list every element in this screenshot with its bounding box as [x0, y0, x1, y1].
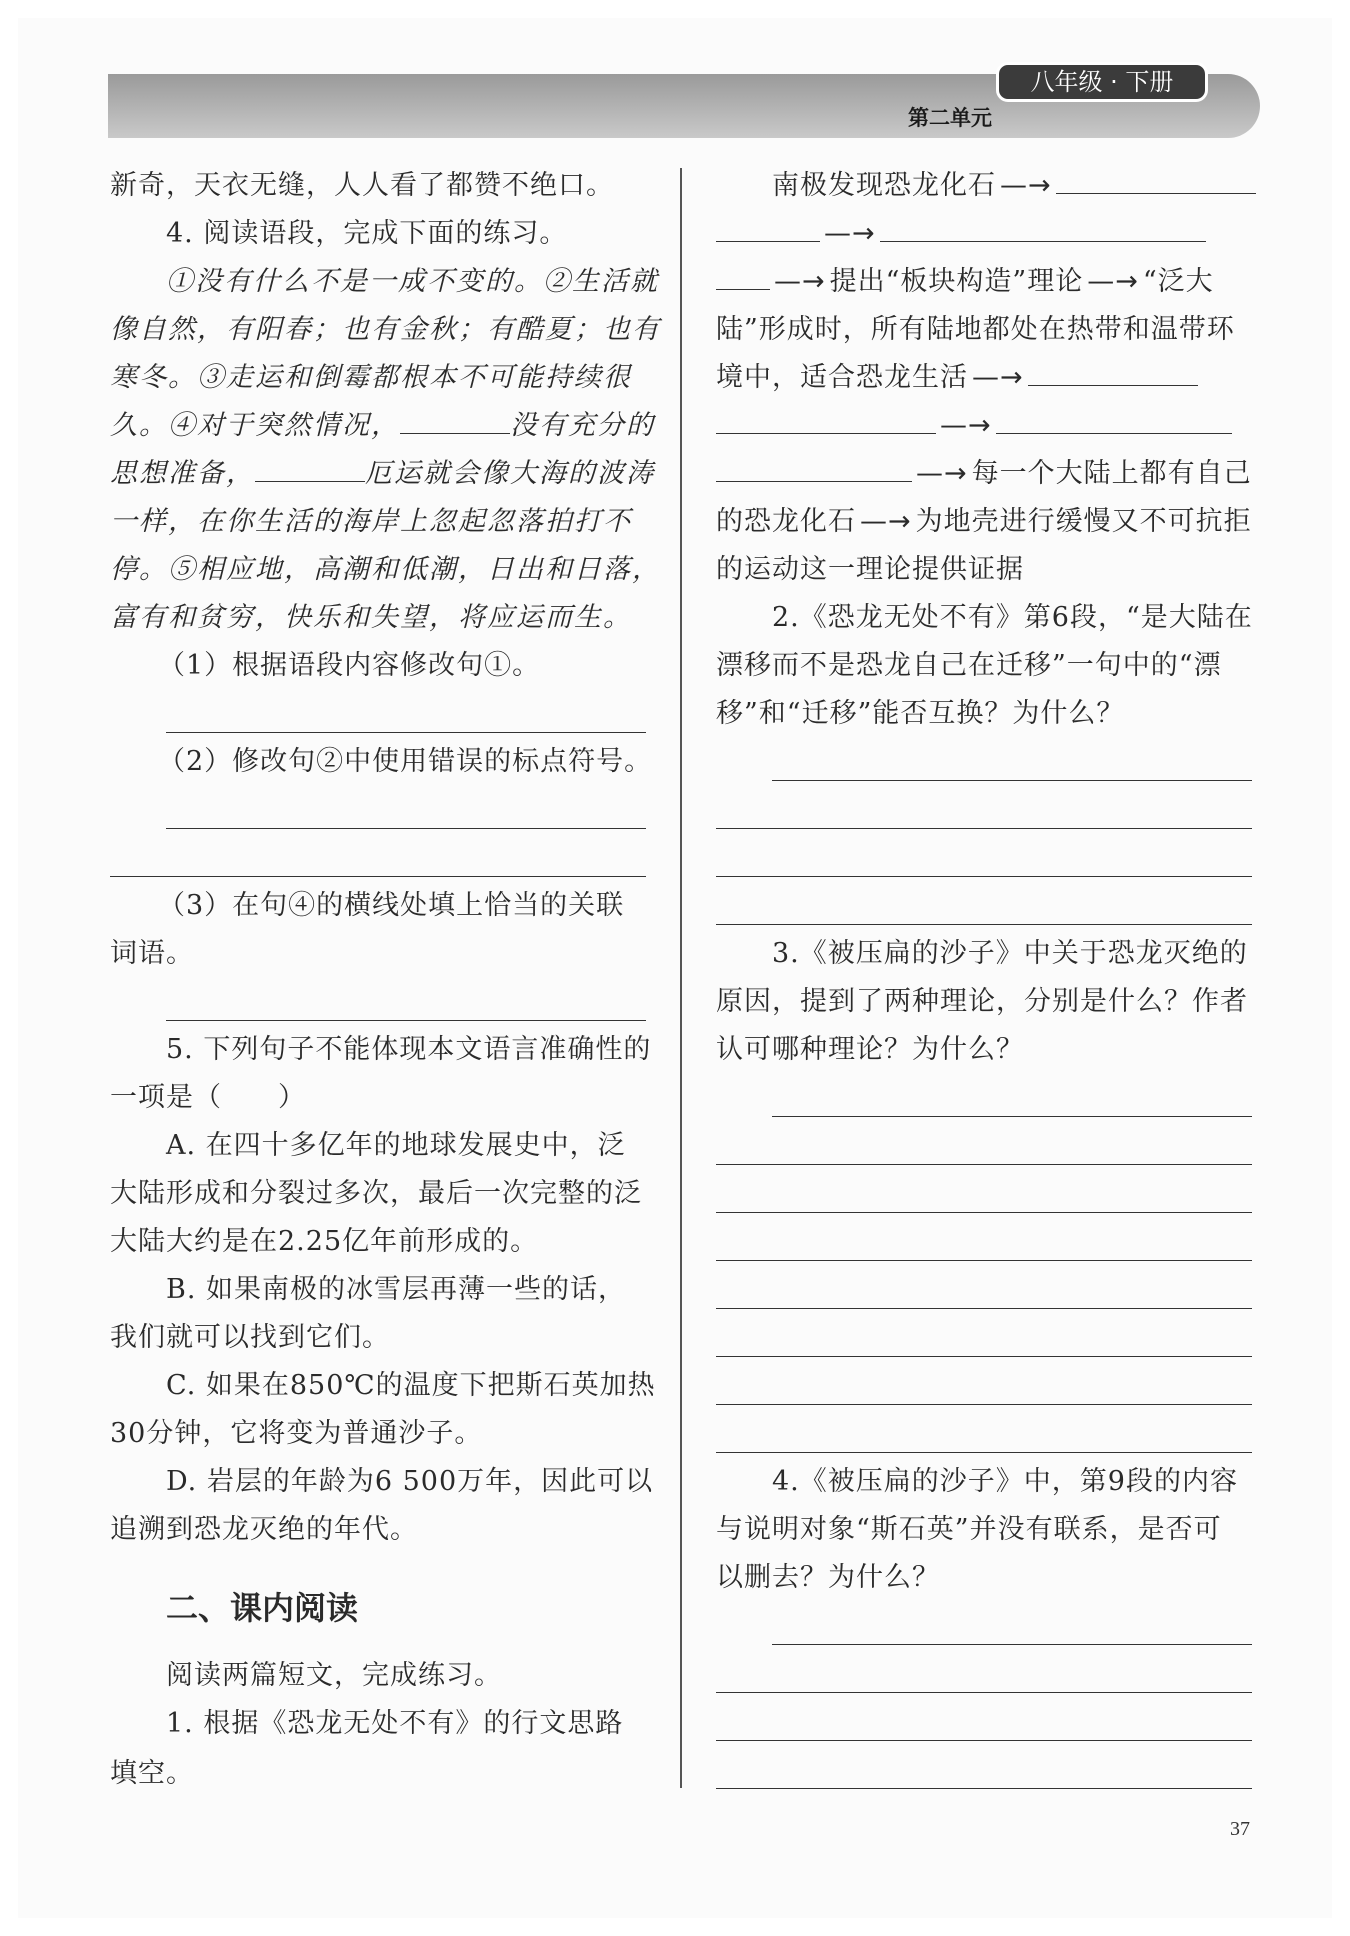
passage-line: 像自然，有阳春；也有金秋；有酷夏；也有 — [110, 314, 661, 345]
option-a-cont: 大陆大约是在2.25亿年前形成的。 — [110, 1226, 539, 1257]
passage-line: 寒冬。③走运和倒霉都根本不可能持续很 — [110, 362, 632, 393]
fill-blank[interactable] — [716, 262, 770, 290]
question-5: 5. 下列句子不能体现本文语言准确性的 — [166, 1034, 652, 1065]
flow-text: 的恐龙化石 — [716, 506, 856, 537]
passage-line — [110, 406, 655, 446]
fill-blank[interactable] — [996, 406, 1232, 434]
reading-question-3-cont: 原因，提到了两种理论，分别是什么？作者 — [716, 986, 1248, 1017]
column-divider — [680, 168, 682, 1788]
option-c-cont: 30分钟，它将变为普通沙子。 — [110, 1418, 483, 1449]
question-4-title: 4. 阅读语段，完成下面的练习。 — [166, 218, 568, 249]
section-heading: 二、课内阅读 — [166, 1589, 359, 1627]
fill-blank[interactable] — [880, 214, 1206, 242]
flow-line — [716, 454, 1252, 494]
flow-text: 境中，适合恐龙生活 — [716, 362, 968, 393]
flow-line — [716, 502, 1252, 542]
answer-line[interactable] — [716, 924, 1252, 925]
flow-line — [772, 166, 1252, 206]
answer-line[interactable] — [772, 780, 1252, 781]
answer-line[interactable] — [716, 1260, 1252, 1261]
arrow-icon: —→ — [972, 362, 1024, 393]
reading-question-2: 2.《恐龙无处不有》第6段，“是大陆在 — [772, 602, 1253, 633]
answer-line[interactable] — [716, 1356, 1252, 1357]
passage-text: 思想准备， — [110, 458, 255, 489]
fill-blank[interactable] — [1028, 358, 1198, 386]
fill-blank[interactable] — [716, 454, 912, 482]
arrow-icon: —→ — [916, 458, 968, 489]
unit-title: 第二单元 — [908, 106, 992, 130]
answer-line[interactable] — [716, 1452, 1252, 1453]
fill-blank[interactable] — [1056, 166, 1256, 194]
answer-line[interactable] — [716, 1308, 1252, 1309]
reading-question-2-cont: 漂移而不是恐龙自己在迁移”一句中的“漂 — [716, 650, 1222, 681]
passage-line: 停。⑤相应地，高潮和低潮，日出和日落， — [110, 554, 661, 585]
answer-line[interactable] — [716, 1740, 1252, 1741]
answer-line[interactable] — [166, 828, 646, 829]
sub-question-1: （1）根据语段内容修改句①。 — [158, 650, 541, 681]
arrow-icon: —→ — [824, 218, 876, 249]
flow-text: “泛大 — [1142, 266, 1214, 297]
option-d[interactable]: D. 岩层的年龄为6 500万年，因此可以 — [166, 1466, 654, 1497]
option-c[interactable]: C. 如果在850℃的温度下把斯石英加热 — [166, 1370, 656, 1401]
passage-line: 一样，在你生活的海岸上忽起忽落拍打不 — [110, 506, 632, 537]
fill-blank[interactable] — [400, 406, 510, 434]
sub-question-2: （2）修改句②中使用错误的标点符号。 — [158, 746, 653, 777]
reading-question-3: 3.《被压扁的沙子》中关于恐龙灭绝的 — [772, 938, 1248, 969]
reading-question-4-cont: 与说明对象“斯石英”并没有联系，是否可 — [716, 1514, 1222, 1545]
answer-line[interactable] — [772, 1644, 1252, 1645]
arrow-icon: —→ — [940, 410, 992, 441]
sub-question-3-cont: 词语。 — [110, 938, 194, 969]
answer-line[interactable] — [716, 1164, 1252, 1165]
flow-text: 南极发现恐龙化石 — [772, 170, 996, 201]
option-b-cont: 我们就可以找到它们。 — [110, 1322, 390, 1353]
flow-text: 为地壳进行缓慢又不可抗拒 — [915, 506, 1252, 537]
reading-question-4: 4.《被压扁的沙子》中，第9段的内容 — [772, 1466, 1238, 1497]
flow-line — [716, 214, 1252, 254]
page-number: 37 — [1230, 1818, 1250, 1840]
arrow-icon: —→ — [1000, 170, 1052, 201]
instructions: 阅读两篇短文，完成练习。 — [166, 1660, 502, 1691]
text-line: 新奇，天衣无缝，人人看了都赞不绝口。 — [110, 170, 614, 201]
answer-line[interactable] — [166, 732, 646, 733]
reading-question-1: 1. 根据《恐龙无处不有》的行文思路 — [166, 1708, 624, 1739]
passage-line — [110, 454, 655, 494]
answer-line[interactable] — [166, 1020, 646, 1021]
answer-line[interactable] — [716, 828, 1252, 829]
option-b[interactable]: B. 如果南极的冰雪层再薄一些的话， — [166, 1274, 627, 1305]
answer-line[interactable] — [716, 1212, 1252, 1213]
answer-line[interactable] — [772, 1116, 1252, 1117]
option-a[interactable]: A. 在四十多亿年的地球发展史中，泛 — [166, 1130, 626, 1161]
arrow-icon: —→ — [860, 506, 912, 537]
sub-question-3: （3）在句④的横线处填上恰当的关联 — [158, 890, 625, 921]
option-d-cont: 追溯到恐龙灭绝的年代。 — [110, 1514, 418, 1545]
answer-line[interactable] — [716, 1692, 1252, 1693]
fill-blank[interactable] — [716, 406, 936, 434]
flow-line: 的运动这一理论提供证据 — [716, 554, 1024, 585]
passage-text: 厄运就会像大海的波涛 — [365, 458, 655, 489]
passage-text: 没有充分的 — [510, 410, 655, 441]
flow-line — [716, 262, 1252, 302]
question-5-cont: 一项是（ ） — [110, 1082, 306, 1113]
answer-line[interactable] — [716, 1404, 1252, 1405]
reading-question-3-cont: 认可哪种理论？为什么？ — [716, 1034, 1024, 1065]
answer-line[interactable] — [716, 1788, 1252, 1789]
flow-line — [716, 358, 1252, 398]
answer-line[interactable] — [110, 876, 646, 877]
passage-line: ①没有什么不是一成不变的。②生活就 — [166, 266, 659, 297]
reading-question-1-cont: 填空。 — [110, 1758, 194, 1789]
reading-question-2-cont: 移”和“迁移”能否互换？为什么？ — [716, 698, 1125, 729]
grade-badge: 八年级 · 下册 — [996, 62, 1208, 102]
fill-blank[interactable] — [255, 454, 365, 482]
flow-text: 提出“板块构造”理论 — [829, 266, 1084, 297]
arrow-icon: —→ — [1087, 266, 1139, 297]
reading-question-4-cont: 以删去？为什么？ — [716, 1562, 940, 1593]
flow-line — [716, 406, 1252, 446]
fill-blank[interactable] — [716, 214, 820, 242]
flow-text: 每一个大陆上都有自己 — [971, 458, 1252, 489]
arrow-icon: —→ — [774, 266, 826, 297]
passage-line: 富有和贫穷，快乐和失望，将应运而生。 — [110, 602, 632, 633]
flow-line: 陆”形成时，所有陆地都处在热带和温带环 — [716, 314, 1235, 345]
option-a-cont: 大陆形成和分裂过多次，最后一次完整的泛 — [110, 1178, 642, 1209]
passage-text: 久。④对于突然情况， — [110, 410, 400, 441]
answer-line[interactable] — [716, 876, 1252, 877]
